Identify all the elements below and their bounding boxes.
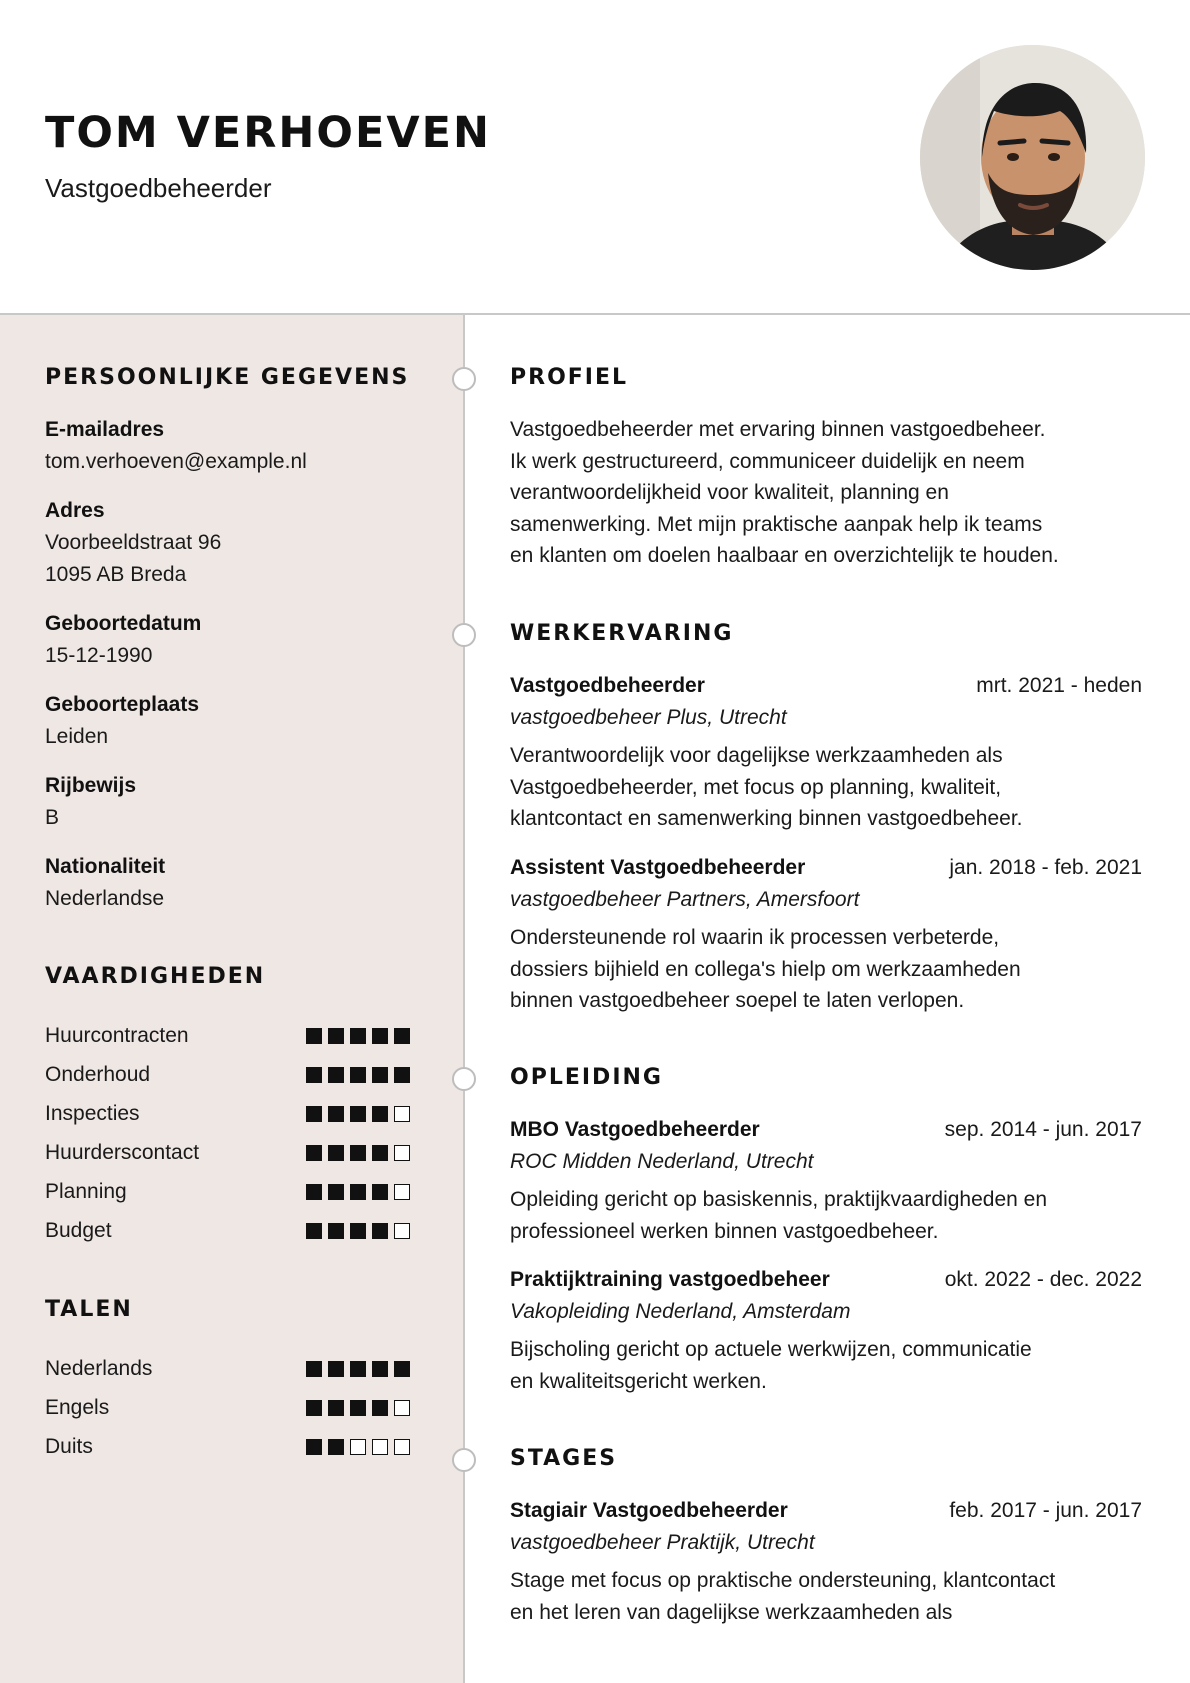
rating-square-empty	[394, 1400, 410, 1416]
rating-square-empty	[350, 1439, 366, 1455]
experience-date: jan. 2018 - feb. 2021	[949, 856, 1142, 879]
rating-square-empty	[372, 1439, 388, 1455]
internship-title: Stagiair Vastgoedbeheerder	[510, 1499, 788, 1522]
internship-org: vastgoedbeheer Praktijk, Utrecht	[510, 1531, 815, 1554]
rating-square-filled	[350, 1223, 366, 1239]
rating-square-filled	[372, 1067, 388, 1083]
rating-square-filled	[306, 1361, 322, 1377]
field-label-address: Adres	[45, 499, 105, 522]
rating-square-filled	[394, 1067, 410, 1083]
profile-line: samenwerking. Met mijn praktische aanpak help ik teams	[510, 512, 1043, 536]
description-line: Bijscholing gericht op actuele werkwijzen, communicatie	[510, 1338, 1032, 1361]
education-date: sep. 2014 - jun. 2017	[944, 1118, 1142, 1141]
language-name: Nederlands	[45, 1357, 153, 1380]
field-value-birthplace: Leiden	[45, 725, 109, 748]
rating-square-filled	[372, 1106, 388, 1122]
skill-name: Onderhoud	[45, 1063, 151, 1086]
rating-square-filled	[328, 1028, 344, 1044]
education-section-title: OPLEIDING	[510, 1065, 663, 1090]
candidate-name: TOM VERHOEVEN	[45, 108, 491, 158]
language-name: Engels	[45, 1396, 110, 1419]
experience-section-title: WERKERVARING	[510, 621, 734, 646]
profile-line: Ik werk gestructureerd, communiceer duidelijk en neem	[510, 449, 1025, 473]
rating-square-empty	[394, 1106, 410, 1122]
education-org: Vakopleiding Nederland, Amsterdam	[510, 1300, 851, 1323]
description-line: en kwaliteitsgericht werken.	[510, 1369, 767, 1393]
experience-org: vastgoedbeheer Partners, Amersfoort	[510, 888, 860, 911]
field-label-email: E-mailadres	[45, 418, 165, 441]
rating-square-filled	[350, 1184, 366, 1200]
skill-row	[45, 1216, 420, 1246]
skill-row	[45, 1177, 420, 1207]
internships-section-title: STAGES	[510, 1446, 618, 1471]
profile-section-title: PROFIEL	[510, 365, 629, 390]
field-label-birthdate: Geboortedatum	[45, 612, 202, 635]
rating-square-filled	[328, 1067, 344, 1083]
language-row	[45, 1432, 420, 1462]
description-line: Verantwoordelijk voor dagelijkse werkzaamheden als	[510, 744, 1003, 767]
rating-square-filled	[328, 1145, 344, 1161]
description-line: en het leren van dagelijkse werkzaamheden als	[510, 1600, 953, 1624]
field-label-birthplace: Geboorteplaats	[45, 693, 200, 716]
experience-title: Vastgoedbeheerder	[510, 674, 705, 697]
personal-section-title: PERSOONLIJKE GEGEVENS	[45, 365, 410, 390]
rating-square-filled	[306, 1028, 322, 1044]
internship-date: feb. 2017 - jun. 2017	[949, 1499, 1142, 1522]
rating-square-empty	[394, 1145, 410, 1161]
experience-org: vastgoedbeheer Plus, Utrecht	[510, 706, 787, 729]
language-row	[45, 1354, 420, 1384]
rating-square-filled	[306, 1067, 322, 1083]
job-title: Vastgoedbeheerder	[45, 173, 272, 203]
language-row	[45, 1393, 420, 1423]
skill-name: Budget	[45, 1219, 112, 1242]
rating-square-filled	[306, 1145, 322, 1161]
field-value-license: B	[45, 806, 60, 829]
field-value-address-street: Voorbeeldstraat 96	[45, 531, 222, 554]
rating-square-filled	[372, 1400, 388, 1416]
rating-square-filled	[394, 1361, 410, 1377]
description-line: dossiers bijhield en collega's hielp om werkzaamheden	[510, 957, 1021, 981]
skill-name: Huurderscontact	[45, 1141, 200, 1164]
description-line: Stage met focus op praktische ondersteuning, klantcontact	[510, 1569, 1056, 1592]
rating-square-filled	[328, 1361, 344, 1377]
skill-row	[45, 1021, 420, 1051]
rating-square-filled	[328, 1223, 344, 1239]
education-title: Praktijktraining vastgoedbeheer	[510, 1268, 830, 1291]
rating-square-empty	[394, 1184, 410, 1200]
rating-square-filled	[350, 1145, 366, 1161]
rating-square-filled	[306, 1439, 322, 1455]
rating-square-filled	[328, 1400, 344, 1416]
rating-square-filled	[306, 1400, 322, 1416]
skill-name: Huurcontracten	[45, 1024, 189, 1047]
profile-line: en klanten om doelen haalbaar en overzichtelijk te houden.	[510, 544, 1059, 567]
description-line: professioneel werken binnen vastgoedbeheer.	[510, 1219, 939, 1243]
rating-square-filled	[350, 1028, 366, 1044]
rating-square-filled	[328, 1106, 344, 1122]
rating-square-filled	[306, 1223, 322, 1239]
skill-row	[45, 1099, 420, 1129]
timeline-line	[463, 315, 465, 1683]
avatar	[920, 45, 1145, 270]
field-label-license: Rijbewijs	[45, 774, 137, 797]
rating-square-filled	[372, 1361, 388, 1377]
skill-name: Inspecties	[45, 1102, 140, 1125]
education-description	[510, 1334, 1150, 1397]
rating-square-filled	[350, 1106, 366, 1122]
profile-line: verantwoordelijkheid voor kwaliteit, planning en	[510, 481, 949, 504]
timeline-node-profile	[452, 367, 476, 391]
skill-name: Planning	[45, 1180, 127, 1203]
profile-text	[510, 414, 1150, 572]
portrait-photo	[920, 45, 1145, 270]
rating-square-filled	[306, 1106, 322, 1122]
timeline-node-internships	[452, 1448, 476, 1472]
field-label-nationality: Nationaliteit	[45, 855, 166, 878]
experience-date: mrt. 2021 - heden	[976, 674, 1142, 697]
rating-square-filled	[394, 1028, 410, 1044]
description-line: Vastgoedbeheerder, met focus op planning, kwaliteit,	[510, 775, 1002, 799]
languages-section-title: TALEN	[45, 1297, 133, 1322]
description-line: Ondersteunende rol waarin ik processen verbeterde,	[510, 926, 1000, 949]
rating-square-empty	[394, 1223, 410, 1239]
rating-square-filled	[328, 1184, 344, 1200]
rating-square-filled	[350, 1067, 366, 1083]
description-line: Opleiding gericht op basiskennis, praktijkvaardigheden en	[510, 1188, 1047, 1211]
rating-square-filled	[350, 1361, 366, 1377]
education-description	[510, 1184, 1150, 1247]
rating-square-filled	[372, 1184, 388, 1200]
field-value-email: tom.verhoeven@example.nl	[45, 450, 307, 473]
rating-square-filled	[350, 1400, 366, 1416]
field-value-address-city: 1095 AB Breda	[45, 563, 187, 586]
field-value-nationality: Nederlandse	[45, 887, 165, 910]
skill-row	[45, 1060, 420, 1090]
experience-description	[510, 740, 1150, 835]
rating-square-empty	[394, 1439, 410, 1455]
language-name: Duits	[45, 1435, 93, 1458]
skill-row	[45, 1138, 420, 1168]
rating-square-filled	[306, 1184, 322, 1200]
header	[0, 0, 1190, 315]
experience-description	[510, 922, 1150, 1017]
rating-square-filled	[372, 1145, 388, 1161]
profile-line: Vastgoedbeheerder met ervaring binnen vastgoedbeheer.	[510, 418, 1046, 441]
education-date: okt. 2022 - dec. 2022	[944, 1268, 1142, 1291]
timeline-node-education	[452, 1067, 476, 1091]
experience-title: Assistent Vastgoedbeheerder	[510, 856, 806, 879]
field-value-birthdate: 15-12-1990	[45, 644, 153, 667]
internship-description	[510, 1565, 1150, 1628]
description-line: klantcontact en samenwerking binnen vastgoedbeheer.	[510, 807, 1023, 830]
timeline-node-experience	[452, 623, 476, 647]
education-title: MBO Vastgoedbeheerder	[510, 1118, 760, 1141]
rating-square-filled	[372, 1223, 388, 1239]
description-line: binnen vastgoedbeheer soepel te laten verlopen.	[510, 989, 965, 1012]
skills-section-title: VAARDIGHEDEN	[45, 964, 266, 989]
rating-square-filled	[372, 1028, 388, 1044]
education-org: ROC Midden Nederland, Utrecht	[510, 1150, 814, 1173]
rating-square-filled	[328, 1439, 344, 1455]
